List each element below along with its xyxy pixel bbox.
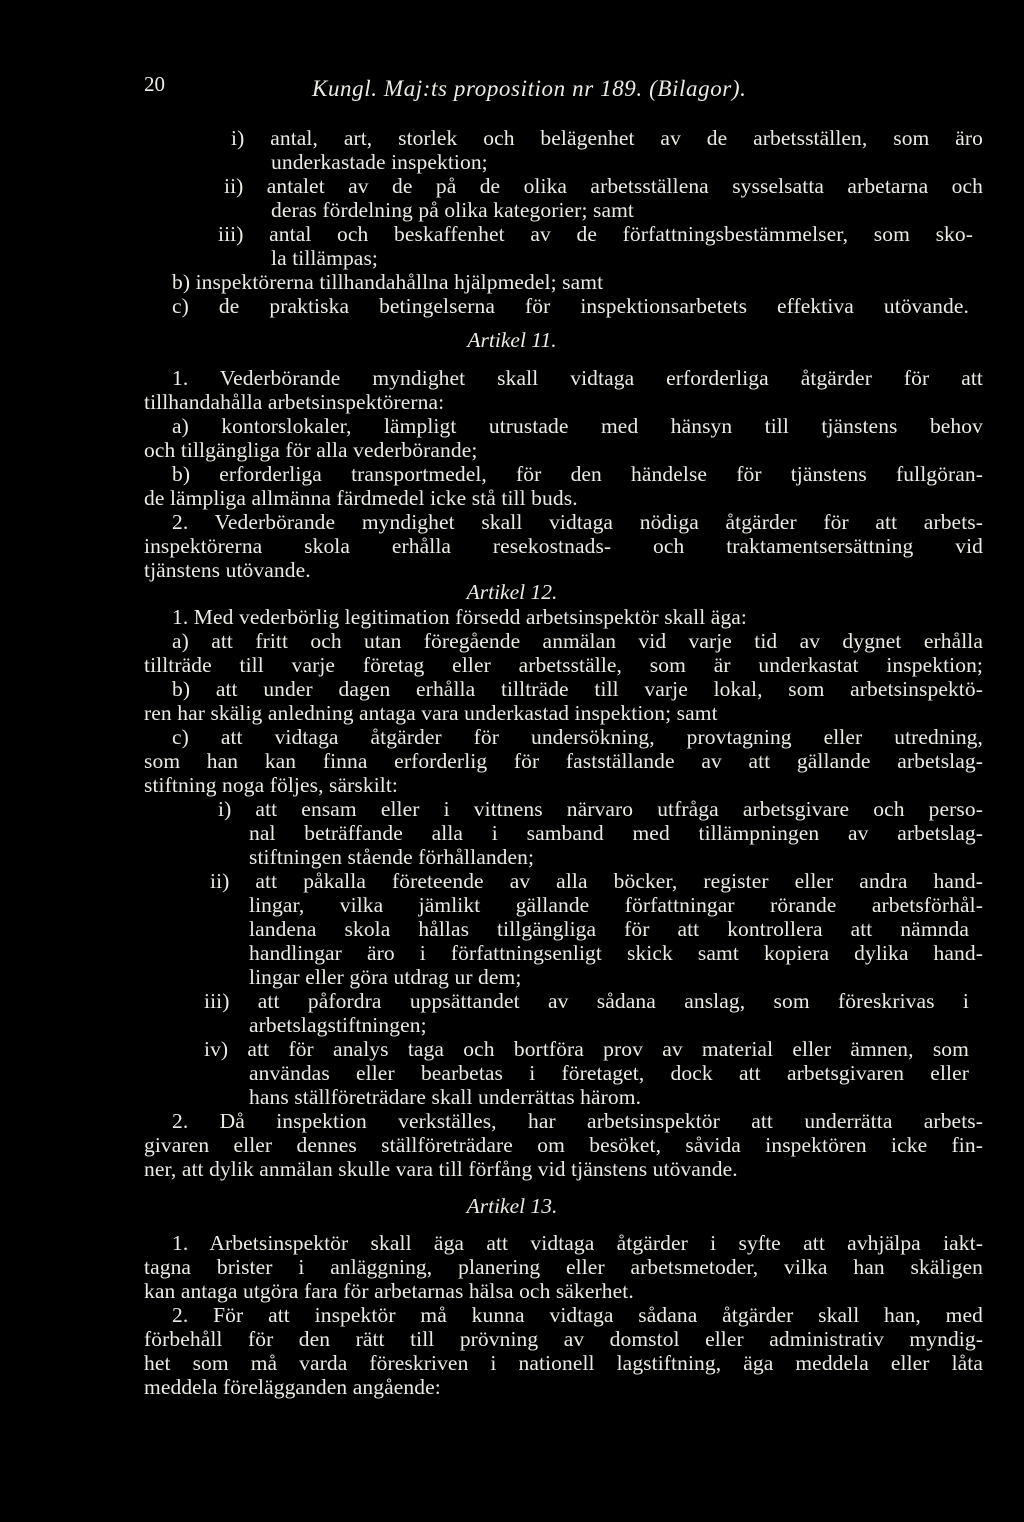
text-line: stiftning noga följes, särskilt: [144, 773, 399, 797]
text-line: 2. Då inspektion verkställes, har arbetsinspektör att underrätta arbets- [172, 1109, 983, 1133]
text-line: c) att vidtaga åtgärder för undersökning, provtagning eller utredning, [172, 725, 983, 749]
text-line: tjänstens utövande. [144, 558, 311, 582]
text-line: förbehåll för den rätt till prövning av domstol eller administrativ myndig- [144, 1327, 983, 1351]
text-line: arbetslagstiftningen; [249, 1013, 427, 1037]
text-line: ii) att påkalla företeende av alla böcker, register eller andra hand- [210, 869, 983, 893]
text-line: landena skola hållas tillgängliga för att kontrollera att nämnda [249, 917, 969, 941]
text-line: inspektörerna skola erhålla resekostnads- och traktamentsersättning vid [144, 534, 983, 558]
text-line: ner, att dylik anmälan skulle vara till förfång vid tjänstens utövande. [144, 1157, 738, 1181]
text-line: b) erforderliga transportmedel, för den händelse för tjänstens fullgöran- [172, 462, 983, 486]
text-line: hans ställföreträdare skall underrättas härom. [249, 1085, 642, 1109]
text-line: underkastade inspektion; [271, 150, 488, 174]
text-line: het som må varda föreskriven i nationell lagstiftning, äga meddela eller låta [144, 1351, 983, 1375]
text-line: a) att fritt och utan föregående anmälan vid varje tid av dygnet erhålla [172, 629, 983, 653]
text-line: 2. Vederbörande myndighet skall vidtaga nödiga åtgärder för att arbets- [172, 510, 983, 534]
text-line: iv) att för analys taga och bortföra prov av material eller ämnen, som [204, 1037, 969, 1061]
text-line: som han kan finna erforderlig för fastställande av att gällande arbetslag- [144, 749, 983, 773]
text-line: nal beträffande alla i samband med tillämpningen av arbetslag- [249, 821, 983, 845]
text-line: deras fördelning på olika kategorier; samt [271, 198, 635, 222]
article-heading: Artikel 11. [467, 328, 557, 352]
text-line: i) att ensam eller i vittnens närvaro utfråga arbetsgivare och perso- [218, 797, 983, 821]
text-line: b) att under dagen erhålla tillträde till varje lokal, som arbetsinspektö- [172, 677, 983, 701]
article-heading: Artikel 12. [466, 580, 558, 604]
text-line: lingar eller göra utdrag ur dem; [249, 965, 522, 989]
text-line: kan antaga utgöra fara för arbetarnas hälsa och säkerhet. [144, 1279, 634, 1303]
text-line: lingar, vilka jämlikt gällande författningar rörande arbetsförhål- [249, 893, 983, 917]
text-line: 2. För att inspektör må kunna vidtaga sådana åtgärder skall han, med [172, 1303, 983, 1327]
text-line: handlingar äro i författningsenligt skick samt kopiera dylika hand- [249, 941, 983, 965]
text-line: tagna brister i anläggning, planering eller arbetsmetoder, vilka han skäligen [144, 1255, 983, 1279]
text-line: ren har skälig anledning antaga vara underkastad inspektion; samt [144, 701, 718, 725]
article-heading: Artikel 13. [466, 1194, 558, 1218]
text-line: c) de praktiska betingelserna för inspektionsarbetets effektiva utövande. [172, 294, 969, 318]
text-line: tillträde till varje företag eller arbetsställe, som är underkastat inspektion; [144, 653, 983, 677]
text-line: 1. Med vederbörlig legitimation försedd arbetsinspektör skall äga: [172, 605, 748, 629]
text-line: meddela förelägganden angående: [144, 1375, 441, 1399]
text-line: de lämpliga allmänna färdmedel icke stå till buds. [144, 486, 578, 510]
text-line: 1. Vederbörande myndighet skall vidtaga erforderliga åtgärder för att [172, 366, 983, 390]
text-line: a) kontorslokaler, lämpligt utrustade med hänsyn till tjänstens behov [172, 414, 983, 438]
text-line: iii) att påfordra uppsättandet av sådana anslag, som föreskrivas i [204, 989, 969, 1013]
text-line: b) inspektörerna tillhandahållna hjälpmedel; samt [172, 270, 604, 294]
text-line: användas eller bearbetas i företaget, dock att arbetsgivaren eller [249, 1061, 969, 1085]
text-line: givaren eller dennes ställföreträdare om besöket, såvida inspektören icke fin- [144, 1133, 983, 1157]
page-number: 20 [144, 72, 165, 96]
text-line: 1. Arbetsinspektör skall äga att vidtaga åtgärder i syfte att avhjälpa iakt- [172, 1231, 983, 1255]
text-line: la tillämpas; [271, 246, 378, 270]
text-line: iii) antal och beskaffenhet av de författningsbestämmelser, som sko- [218, 222, 973, 246]
text-line: och tillgängliga för alla vederbörande; [144, 438, 478, 462]
text-line: tillhandahålla arbetsinspektörerna: [144, 390, 445, 414]
text-line: ii) antalet av de på de olika arbetsställena sysselsatta arbetarna och [224, 174, 983, 198]
text-line: stiftningen stående förhållanden; [249, 845, 535, 869]
text-line: i) antal, art, storlek och belägenhet av de arbetsställen, som äro [231, 126, 983, 150]
running-title: Kungl. Maj:ts proposition nr 189. (Bilagor). [312, 76, 747, 101]
